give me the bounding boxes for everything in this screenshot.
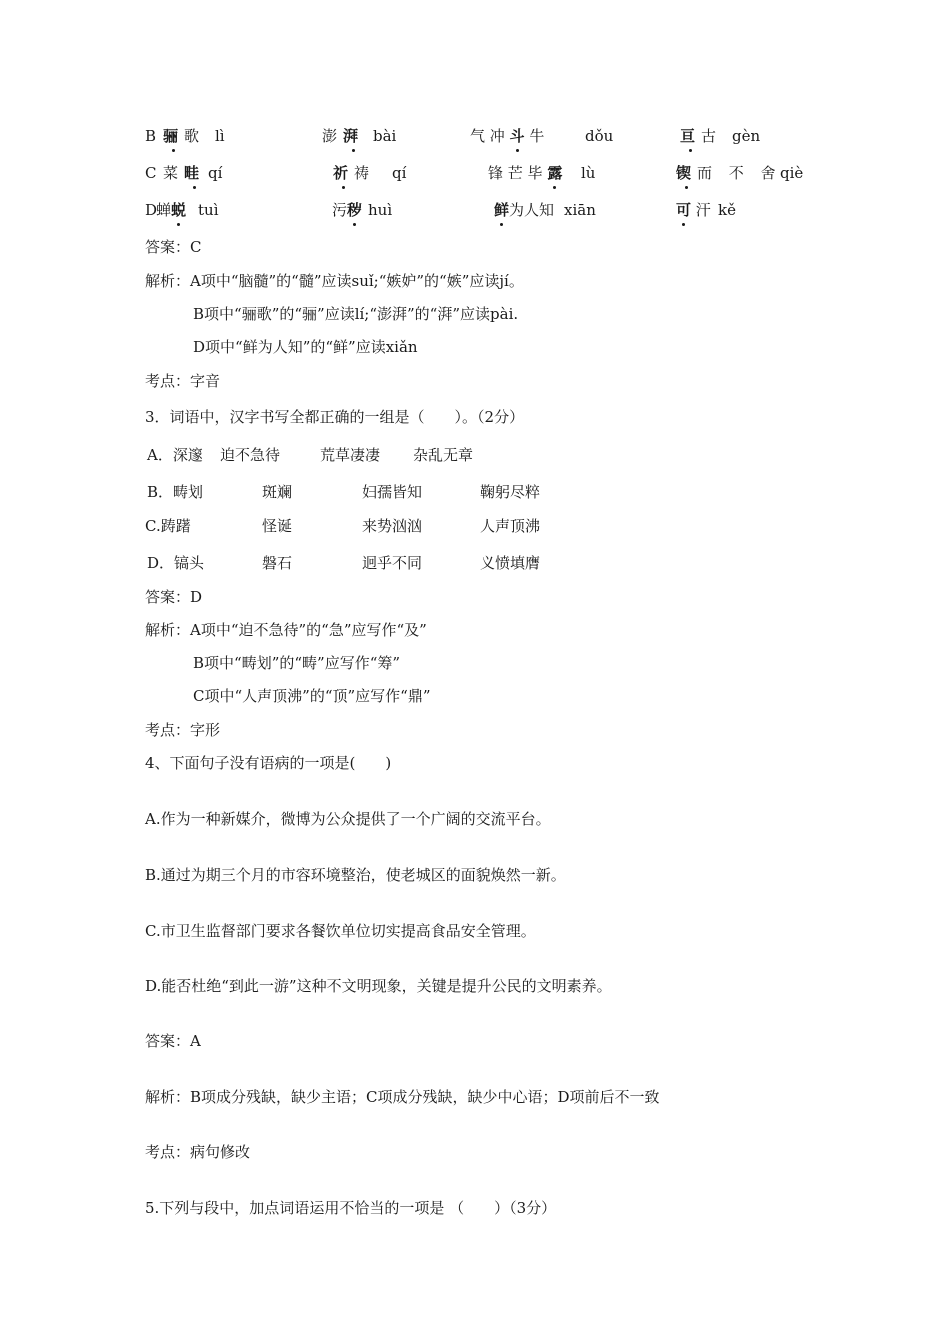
dotted-char: 畦	[184, 164, 206, 182]
item-text: 蝉	[156, 201, 172, 219]
dotted-char: 祈	[333, 164, 355, 182]
item-text: 而 不 舍	[697, 164, 782, 182]
q3-answer: 答案：D	[145, 588, 203, 606]
q2-row-b	[145, 126, 156, 146]
q3-option-b-word-3: 妇孺皆知	[362, 483, 423, 501]
q2-b-item-1	[163, 126, 205, 146]
q2-b-item-3	[470, 126, 544, 146]
q2-answer: 答案：C	[145, 238, 202, 256]
q3-analysis-line-1: 解析：A项中“迫不急待”的“急”应写作“及”	[145, 621, 427, 639]
item-text: 气 冲	[470, 127, 510, 145]
q2-row-c	[145, 163, 156, 183]
q3-analysis-line-2: B项中“畴划”的“畴”应写作“筹”	[193, 654, 401, 672]
q3-option-c-word-3: 来势汹汹	[362, 517, 423, 535]
q2-d-pinyin-4: kě	[718, 201, 736, 219]
q4-option-c: C.市卫生监督部门要求各餐饮单位切实提高食品安全管理。	[145, 922, 536, 940]
q2-d-item-3	[494, 200, 554, 220]
q2-c-pinyin-4: qiè	[780, 164, 804, 182]
q3-option-a-word-4: 杂乱无章	[413, 446, 474, 464]
q4-option-d: D.能否杜绝“到此一游”这种不文明现象，关键是提升公民的文明素养。	[145, 977, 612, 995]
q2-d-item-2	[332, 200, 362, 220]
q3-option-c-word-4: 人声顶沸	[480, 517, 541, 535]
row-label: B	[145, 127, 157, 145]
q2-c-item-3	[488, 163, 562, 183]
q3-option-c-label: C.踌躇	[145, 517, 191, 535]
q4-option-a: A.作为一种新媒介，微博为公众提供了一个广阔的交流平台。	[145, 810, 551, 828]
q3-option-c-word-2: 怪诞	[262, 517, 293, 535]
q3-option-d-word-4: 义愤填膺	[480, 554, 541, 572]
q3-option-d-label: D．镐头	[147, 554, 205, 572]
q3-option-a-word-2: 迫不急待	[220, 446, 281, 464]
q2-b-pinyin-1: lì	[215, 127, 225, 145]
item-text: 歌	[184, 127, 206, 145]
q2-c-pinyin-2: qí	[392, 164, 407, 182]
q4-exam-point: 考点：病句修改	[145, 1143, 251, 1161]
q2-analysis-line-2: B项中“骊歌”的“骊”应读lí;“澎湃”的“湃”应读pài.	[193, 305, 519, 323]
q3-option-d-word-2: 磐石	[262, 554, 293, 572]
item-text: 祷	[354, 164, 376, 182]
item-text: 为人知	[509, 201, 555, 219]
q4-answer: 答案：A	[145, 1032, 201, 1050]
dotted-char: 亘	[680, 127, 702, 145]
q2-b-item-2	[322, 126, 364, 146]
q2-d-pinyin-2: huì	[368, 201, 393, 219]
dotted-char: 锲	[676, 164, 698, 182]
q3-option-b-word-2: 斑斓	[262, 483, 293, 501]
dotted-char: 鲜	[494, 201, 510, 219]
q2-c-item-2	[333, 163, 375, 183]
q2-d-item-4	[676, 200, 711, 220]
q2-exam-point: 考点：字音	[145, 372, 221, 390]
q2-c-pinyin-3: lù	[581, 164, 596, 182]
q2-b-item-4	[680, 126, 722, 146]
q2-d-pinyin-1: tuì	[198, 201, 219, 219]
item-text: 古	[701, 127, 723, 145]
q3-analysis-line-3: C项中“人声顶沸”的“顶”应写作“鼎”	[193, 687, 431, 705]
q2-d-pinyin-3: xiān	[564, 201, 596, 219]
item-text: 污	[332, 201, 348, 219]
q2-b-pinyin-4: gèn	[732, 127, 761, 145]
dotted-char: 露	[547, 164, 563, 182]
item-text: 菜	[163, 164, 185, 182]
q2-analysis-line-1: 解析：A项中“脑髓”的“髓”应读suǐ;“嫉妒”的“嫉”应读jí。	[145, 272, 524, 290]
q3-option-a-word-3: 荒草凄凄	[320, 446, 381, 464]
q3-exam-point: 考点：字形	[145, 721, 221, 739]
q2-d-item-1	[156, 200, 186, 220]
item-text: 牛	[524, 127, 545, 145]
q3-option-b-word-4: 鞠躬尽粹	[480, 483, 541, 501]
q4-option-b: B.通过为期三个月的市容环境整治，使老城区的面貌焕然一新。	[145, 866, 566, 884]
q2-b-pinyin-3: dǒu	[585, 127, 614, 145]
q4-analysis: 解析：B项成分残缺，缺少主语；C项成分残缺，缺少中心语；D项前后不一致	[145, 1088, 660, 1106]
q3-option-a-label: A．深邃	[147, 446, 203, 464]
dotted-char: 斗	[509, 127, 525, 145]
q3-question: 3．词语中，汉字书写全都正确的一组是（ ）。（2分）	[145, 408, 525, 426]
dotted-char: 骊	[163, 127, 185, 145]
dotted-char: 可	[676, 201, 692, 219]
item-text: 汗	[691, 201, 711, 219]
q2-c-pinyin-1: qí	[208, 164, 223, 182]
item-text: 锋 芒 毕	[488, 164, 548, 182]
dotted-char: 蜕	[171, 201, 187, 219]
dotted-char: 秽	[347, 201, 363, 219]
row-label: C	[145, 164, 157, 182]
item-text: 澎	[322, 127, 344, 145]
q2-b-pinyin-2: bài	[373, 127, 397, 145]
q4-question: 4、下面句子没有语病的一项是( )	[145, 754, 392, 772]
dotted-char: 湃	[343, 127, 365, 145]
row-label: D	[145, 201, 158, 219]
q2-c-item-1	[163, 163, 205, 183]
q3-option-b-label: B．畴划	[147, 483, 204, 501]
q3-option-d-word-3: 迥乎不同	[362, 554, 423, 572]
q5-question: 5.下列与段中，加点词语运用不恰当的一项是 （ ）（3分）	[145, 1199, 557, 1217]
q2-c-item-4	[676, 163, 782, 183]
q2-analysis-line-3: D项中“鲜为人知”的“鲜”应读xiǎn	[193, 338, 418, 356]
